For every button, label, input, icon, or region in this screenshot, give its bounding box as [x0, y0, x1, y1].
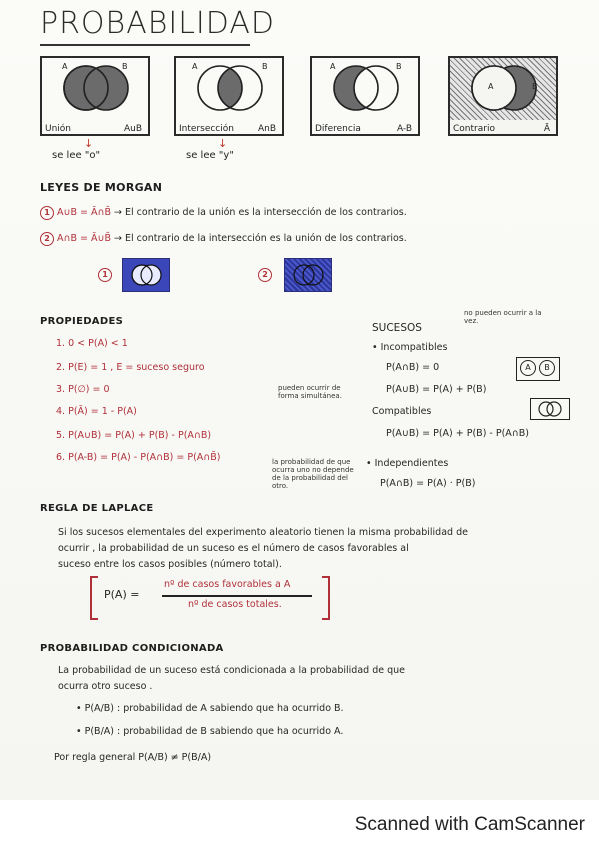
venn-intersection-box	[174, 56, 284, 136]
page-title: PROBABILIDAD	[40, 6, 275, 41]
propiedades-heading: PROPIEDADES	[40, 316, 124, 327]
incompatible-formula-2: P(A∪B) = P(A) + P(B)	[386, 384, 487, 395]
number-2-badge: 2	[40, 232, 54, 246]
overlapping-sets-figure	[530, 398, 570, 420]
compatible-note: pueden ocurrir de forma simultánea.	[278, 384, 342, 400]
morgan-law-1	[40, 206, 407, 220]
property-2: 2. P(E) = 1 , E = suceso seguro	[56, 362, 205, 373]
incompatible-side-note: no pueden ocurrir a la vez.	[464, 309, 542, 325]
arrow-down-icon: ↓	[218, 137, 228, 150]
set-a-label: A	[330, 62, 336, 71]
venn-difference-diagram	[312, 58, 418, 120]
property-6: 6. P(A-B) = P(A) - P(A∩B) = P(A∩B̄)	[56, 452, 221, 463]
incompatible-heading: • Incompatibles	[372, 342, 448, 353]
set-b-label: B	[396, 62, 402, 71]
laplace-heading: REGLA DE LAPLACE	[40, 503, 154, 514]
laplace-text-line-3: suceso entre los casos posibles (número total).	[58, 559, 282, 570]
property-4: 4. P(Ā) = 1 - P(A)	[56, 406, 137, 417]
formula-denominator: nº de casos totales.	[188, 599, 282, 610]
conditional-item-2: • P(B/A) : probabilidad de B sabiendo que ha ocurrido A.	[76, 726, 344, 737]
set-a-label: A	[62, 62, 68, 71]
compatible-formula: P(A∪B) = P(A) + P(B) - P(A∩B)	[386, 428, 529, 439]
intersection-reading-note: se lee "y"	[186, 150, 234, 161]
number-1-badge: 1	[40, 206, 54, 220]
venn-difference-label: Diferencia	[315, 124, 361, 134]
title-underline	[40, 44, 250, 46]
venn-intersection-label: Intersección	[179, 124, 234, 134]
sucesos-heading: SUCESOS	[372, 322, 422, 334]
property-5: 5. P(A∪B) = P(A) + P(B) - P(A∩B)	[56, 430, 212, 441]
incompatible-formula-1: P(A∩B) = 0	[386, 362, 440, 373]
condicionada-text-line-1: La probabilidad de un suceso está condicionada a la probabilidad de que	[58, 665, 405, 676]
set-a-label: A	[192, 62, 198, 71]
morgan-law-2	[40, 232, 407, 246]
morgan-law-1-text: → El contrario de la unión es la intersección de los contrarios.	[114, 207, 407, 218]
morgan-figure-2	[284, 258, 332, 292]
venn-complement-box	[448, 56, 558, 136]
condicionada-heading: PROBABILIDAD CONDICIONADA	[40, 643, 224, 654]
morgan-law-2-text: → El contrario de la intersección es la unión de los contrarios.	[114, 233, 407, 244]
set-b-label: B	[532, 82, 538, 91]
laplace-text-line-1: Si los sucesos elementales del experimento aleatorio tienen la misma probabilidad de	[58, 527, 468, 538]
venn-difference-notation: A-B	[396, 124, 412, 134]
venn-complement-notation: Ā	[543, 124, 550, 134]
morgan-figure-1	[122, 258, 170, 292]
laplace-formula	[90, 576, 330, 616]
arrow-down-icon: ↓	[84, 137, 94, 150]
disjoint-sets-figure: A B	[516, 357, 560, 381]
property-1: 1. 0 < P(A) < 1	[56, 338, 128, 349]
morgan-venn-2-diagram	[285, 259, 331, 291]
left-bracket	[90, 576, 98, 620]
venn-complement-label: Contrario	[453, 124, 495, 134]
watermark-text: Scanned with CamScanner	[354, 814, 585, 835]
morgan-heading: LEYES DE MORGAN	[40, 181, 163, 194]
venn-complement-diagram	[450, 58, 556, 120]
scanner-footer	[0, 800, 599, 848]
venn-union-box	[40, 56, 150, 136]
formula-lhs: P(A) =	[104, 588, 140, 601]
property-3: 3. P(∅) = 0	[56, 384, 110, 395]
union-reading-note: se lee "o"	[52, 150, 101, 161]
condicionada-text-line-2: ocurra otro suceso .	[58, 681, 153, 692]
independent-note: la probabilidad de que ocurra uno no depende de la probabilidad del otro.	[272, 458, 354, 490]
venn-difference-box	[310, 56, 420, 136]
compatible-heading: Compatibles	[372, 406, 432, 417]
set-a-label: A	[488, 82, 494, 91]
morgan-law-2-formula: A∩B = Ā∪B̄	[57, 233, 111, 244]
set-b-label: B	[122, 62, 128, 71]
number-2-badge: 2	[258, 268, 272, 282]
fraction-bar	[162, 595, 312, 597]
morgan-venn-1-diagram	[123, 259, 169, 291]
venn-intersection-notation: AnB	[257, 124, 276, 134]
set-b-label: B	[262, 62, 268, 71]
morgan-law-1-formula: A∪B = Ā∩B̄	[57, 207, 111, 218]
independent-formula: P(A∩B) = P(A) · P(B)	[380, 478, 476, 489]
venn-union-label: Unión	[45, 124, 72, 134]
right-bracket	[322, 576, 330, 620]
formula-numerator: nº de casos favorables a A	[164, 579, 291, 590]
independent-heading: • Independientes	[366, 458, 449, 469]
venn-union-notation: AuB	[123, 124, 142, 134]
laplace-text-line-2: ocurrir , la probabilidad de un suceso es el número de casos favorables al	[58, 543, 409, 554]
number-1-badge: 1	[98, 268, 112, 282]
conditional-item-1: • P(A/B) : probabilidad de A sabiendo que ha ocurrido B.	[76, 703, 344, 714]
conditional-general-rule: Por regla general P(A/B) ≠ P(B/A)	[54, 752, 212, 763]
venn-union-diagram	[42, 58, 148, 120]
